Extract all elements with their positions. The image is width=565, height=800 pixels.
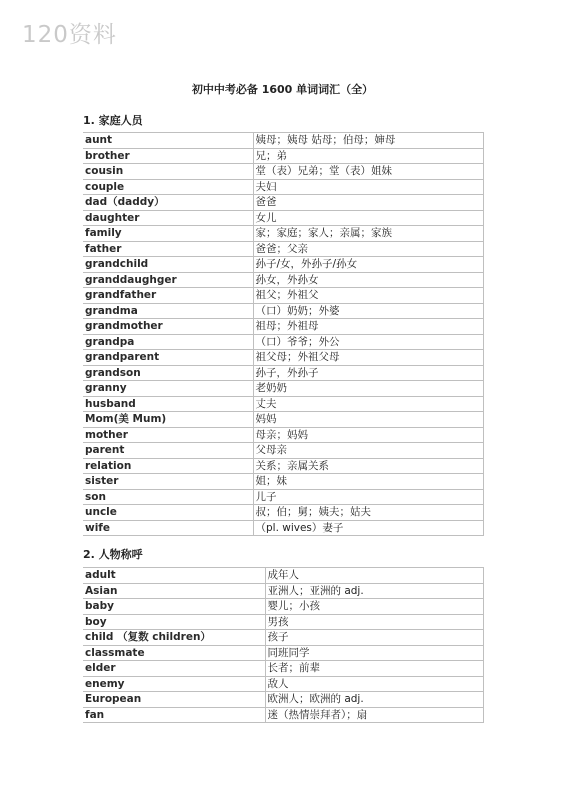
vocab-word: Asian xyxy=(83,583,265,599)
vocab-meaning: 堂（表）兄弟；堂（表）姐妹 xyxy=(253,164,483,180)
vocab-meaning: 孙子，外孙子 xyxy=(253,365,483,381)
vocab-meaning: 老奶奶 xyxy=(253,381,483,397)
vocab-word: grandson xyxy=(83,365,253,381)
vocab-meaning: 孩子 xyxy=(265,630,483,646)
vocab-meaning: 孙子/女，外孙子/孙女 xyxy=(253,257,483,273)
vocab-word: husband xyxy=(83,396,253,412)
vocab-meaning: 祖父母；外祖父母 xyxy=(253,350,483,366)
vocab-meaning: 家；家庭；家人；亲属；家族 xyxy=(253,226,483,242)
vocab-meaning: 男孩 xyxy=(265,614,483,630)
table-row xyxy=(83,365,483,381)
table-row xyxy=(83,257,483,273)
vocab-word: child （复数 children） xyxy=(83,630,265,646)
table-row xyxy=(83,179,483,195)
vocab-meaning: 长者；前辈 xyxy=(265,661,483,677)
vocab-meaning: 兄；弟 xyxy=(253,148,483,164)
table-row xyxy=(83,164,483,180)
table-row xyxy=(83,412,483,428)
vocab-meaning: 成年人 xyxy=(265,568,483,584)
vocab-meaning: 叔；伯；舅；姨夫；姑夫 xyxy=(253,505,483,521)
vocab-meaning: 亚洲人；亚洲的 adj. xyxy=(265,583,483,599)
vocab-table-family xyxy=(83,132,484,536)
table-row xyxy=(83,520,483,536)
vocab-meaning: 母亲；妈妈 xyxy=(253,427,483,443)
vocab-word: parent xyxy=(83,443,253,459)
vocab-word: cousin xyxy=(83,164,253,180)
vocab-word: father xyxy=(83,241,253,257)
table-row xyxy=(83,443,483,459)
vocab-word: grandfather xyxy=(83,288,253,304)
section-heading-people: 2. 人物称呼 xyxy=(83,548,143,561)
vocab-word: mother xyxy=(83,427,253,443)
document-title: 初中中考必备 1600 单词词汇（全） xyxy=(191,83,374,96)
table-row xyxy=(83,396,483,412)
watermark-logo: 120资料 xyxy=(22,22,117,48)
vocab-meaning: 爸爸 xyxy=(253,195,483,211)
table-row xyxy=(83,692,483,708)
vocab-table-people xyxy=(83,567,484,723)
table-row xyxy=(83,583,483,599)
vocab-meaning: 敌人 xyxy=(265,676,483,692)
vocab-meaning: （pl. wives）妻子 xyxy=(253,520,483,536)
table-row xyxy=(83,427,483,443)
vocab-word: grandchild xyxy=(83,257,253,273)
table-row xyxy=(83,489,483,505)
vocab-word: adult xyxy=(83,568,265,584)
vocab-word: classmate xyxy=(83,645,265,661)
vocab-meaning: 姨母；姨母 姑母；伯母；婶母 xyxy=(253,133,483,149)
vocab-meaning: 父母亲 xyxy=(253,443,483,459)
vocab-word: grandpa xyxy=(83,334,253,350)
vocab-word: sister xyxy=(83,474,253,490)
vocab-meaning: 孙女，外孙女 xyxy=(253,272,483,288)
table-row xyxy=(83,661,483,677)
vocab-meaning: 丈夫 xyxy=(253,396,483,412)
table-row xyxy=(83,288,483,304)
table-row xyxy=(83,210,483,226)
table-row xyxy=(83,614,483,630)
table-row xyxy=(83,350,483,366)
table-row xyxy=(83,303,483,319)
vocab-word: aunt xyxy=(83,133,253,149)
table-row xyxy=(83,195,483,211)
vocab-meaning: 关系；亲属关系 xyxy=(253,458,483,474)
table-row xyxy=(83,133,483,149)
vocab-meaning: 欧洲人；欧洲的 adj. xyxy=(265,692,483,708)
vocab-word: elder xyxy=(83,661,265,677)
vocab-word: wife xyxy=(83,520,253,536)
table-row xyxy=(83,707,483,723)
table-row xyxy=(83,241,483,257)
vocab-word: granddaughger xyxy=(83,272,253,288)
table-row xyxy=(83,474,483,490)
vocab-word: relation xyxy=(83,458,253,474)
section-heading-family: 1. 家庭人员 xyxy=(83,114,143,127)
table-row xyxy=(83,645,483,661)
vocab-meaning: 祖父；外祖父 xyxy=(253,288,483,304)
vocab-word: boy xyxy=(83,614,265,630)
vocab-word: uncle xyxy=(83,505,253,521)
vocab-meaning: （口）爷爷；外公 xyxy=(253,334,483,350)
vocab-meaning: 爸爸；父亲 xyxy=(253,241,483,257)
vocab-word: family xyxy=(83,226,253,242)
vocab-word: grandma xyxy=(83,303,253,319)
table-row xyxy=(83,148,483,164)
vocab-meaning: 儿子 xyxy=(253,489,483,505)
vocab-word: baby xyxy=(83,599,265,615)
vocab-word: couple xyxy=(83,179,253,195)
vocab-word: Mom(美 Mum) xyxy=(83,412,253,428)
vocab-meaning: （口）奶奶；外婆 xyxy=(253,303,483,319)
table-row xyxy=(83,272,483,288)
vocab-meaning: 祖母；外祖母 xyxy=(253,319,483,335)
vocab-meaning: 夫妇 xyxy=(253,179,483,195)
table-row xyxy=(83,226,483,242)
table-row xyxy=(83,334,483,350)
vocab-meaning: 女儿 xyxy=(253,210,483,226)
vocab-meaning: 同班同学 xyxy=(265,645,483,661)
vocab-meaning: 婴儿；小孩 xyxy=(265,599,483,615)
table-row xyxy=(83,505,483,521)
vocab-word: granny xyxy=(83,381,253,397)
vocab-meaning: 妈妈 xyxy=(253,412,483,428)
vocab-word: European xyxy=(83,692,265,708)
vocab-meaning: 迷（热情崇拜者）；扇 xyxy=(265,707,483,723)
vocab-word: fan xyxy=(83,707,265,723)
vocab-word: dad（daddy） xyxy=(83,195,253,211)
table-row xyxy=(83,381,483,397)
table-row xyxy=(83,630,483,646)
table-row xyxy=(83,676,483,692)
table-row xyxy=(83,568,483,584)
vocab-word: enemy xyxy=(83,676,265,692)
vocab-word: grandparent xyxy=(83,350,253,366)
table-row xyxy=(83,319,483,335)
vocab-word: son xyxy=(83,489,253,505)
vocab-word: grandmother xyxy=(83,319,253,335)
vocab-meaning: 姐；妹 xyxy=(253,474,483,490)
table-row xyxy=(83,599,483,615)
table-row xyxy=(83,458,483,474)
vocab-word: brother xyxy=(83,148,253,164)
vocab-word: daughter xyxy=(83,210,253,226)
